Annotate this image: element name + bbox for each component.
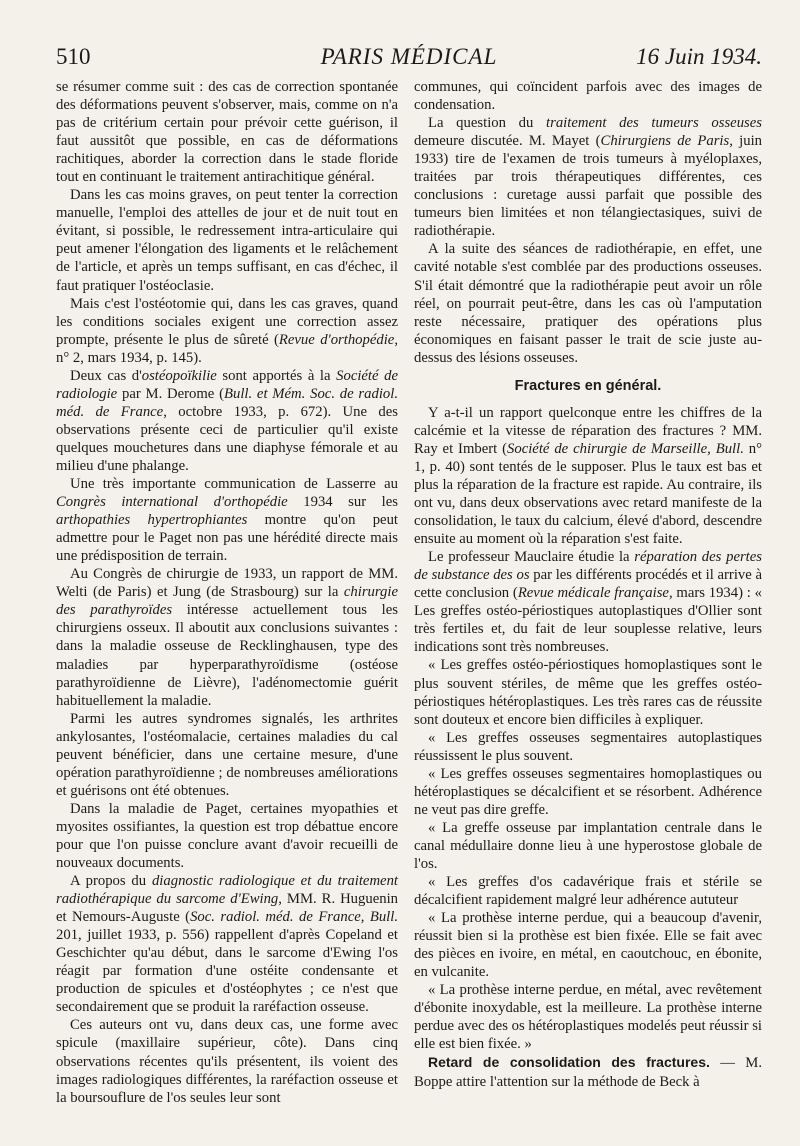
right-paragraph [414, 873, 762, 909]
italic-text: traitement des tumeurs osseuses [546, 115, 762, 132]
section-heading-fractures: Fractures en général. [514, 377, 662, 394]
text-run: montre qu'on peut admettre pour le Paget non pas une hérédité directe mais une prédisposition de terrain. [56, 512, 399, 565]
right-paragraph [414, 656, 762, 728]
italic-text: Société de radiologie [56, 367, 398, 402]
text-run: « La prothèse interne perdue, en métal, avec revêtement d'ébonite inoxydable, est la meilleure. La prothèse interne perdue avec des os hétéroplastiques modelés peut réussir si elle est bien fixée. » [414, 982, 762, 1053]
left-paragraph [56, 78, 398, 186]
page-header [56, 42, 762, 74]
text-run: « Les greffes ostéo-périostiques homoplastiques sont le plus souvent stériles, de même que les greffes ostéo-périostiques hétéroplastiques. Les très rares cas de réussite sont douteux et encore bien difficiles à expliquer. [414, 657, 762, 728]
left-paragraph [56, 800, 398, 872]
text-run: par les différents procédés et il arrive à cette conclusion ( [414, 567, 762, 602]
subsection-text: — M. Boppe attire l'attention sur la méthode de Beck à [414, 1055, 763, 1090]
text-run: Dans les cas moins graves, on peut tenter la correction manuelle, l'emploi des attelles de jour et de nuit tout en évitant, si possible, le redressement intra-articulaire qui peut amener l'élongation des ligaments et le relâchement de l'article, et après un temps suffisant, en cas d'échec, il faut pratiquer l'ostéoclasie. [56, 187, 398, 294]
text-run: n° 1, p. 40) sont tentés de le supposer. Plus le taux est bas et plus la réparation de la fracture est rapide. Au contraire, ils ont vu, dans deux observations avec retard manifeste de la consolidation, le taux du calcium, élevé d'abord, descendre ensuite au moment où la réparation s'est faite. [414, 440, 763, 548]
text-run: « La greffe osseuse par implantation centrale dans le canal médullaire donne lieu à une hyperostose globale de l'os. [414, 819, 762, 872]
text-run: , mars 1934) : « Les greffes ostéo-périostiques autoplastiques d'Ollier sont très fertiles et, du fait de leur souplesse relative, leurs indications sont très nombreuses. [414, 585, 762, 656]
text-run: Le professeur Mauclaire étudie la [428, 549, 635, 566]
left-column [56, 78, 398, 1107]
right-body [414, 404, 762, 1054]
right-paragraph [414, 240, 762, 366]
italic-text: arthopathies hypertrophiantes [56, 512, 248, 529]
text-run: Deux cas d' [70, 367, 142, 384]
text-run: « Les greffes d'os cadavérique frais et stérile se décalcifient rapidement malgré leur adhérence aututeur [414, 874, 762, 909]
italic-text: Chirurgiens de Paris [600, 133, 730, 150]
italic-text: Société de chirurgie de Marseille, Bull. [507, 440, 744, 457]
text-run: Mais c'est l'ostéotomie qui, dans les cas graves, quand les conditions sociales exigent une correction assez prompte, présente le plus de sûreté ( [56, 295, 398, 348]
italic-text: Soc. radiol. méd. de France, Bull. [190, 909, 398, 926]
italic-text: Congrès international d'orthopédie [56, 494, 288, 511]
text-run: Ces auteurs ont vu, dans deux cas, une forme avec spicule (maxillaire supérieur, côte). Dans cinq observations récentes qu'ils présentent, ils voient des images radiologiques différentes, la raréfaction osseuse et la boursouflure de l'os seules leur sont [56, 1017, 398, 1106]
subsection-title: Retard de consolidation des fractures. [428, 1054, 710, 1071]
right-paragraph [414, 404, 762, 548]
text-run: sont apportés à la [216, 367, 337, 384]
italic-text: Revue médicale française [517, 585, 669, 602]
text-run: intéresse actuellement tous les chirurgiens osseux. Il aboutit aux conclusions suivantes : dans la maladie osseuse de Recklinghausen, type des maladies par hyperparathyroïdisme (ostéose parathyroïdienne de Lièvre), l'adénomectomie guérit habituellement la maladie. [56, 602, 398, 709]
text-run: , juin 1933) tire de l'examen de trois tumeurs à myéloplaxes, traitées par trois thérapeutiques différentes, ces conclusions : curetage aussi parfait que possible des tumeurs bien limitées et non télangiectasiques, suivi de radiothérapie. [414, 133, 762, 240]
text-run: Y a-t-il un rapport quelconque entre les chiffres de la calcémie et la vitesse de réparation des fractures ? MM. Ray et Imbert ( [414, 404, 762, 457]
left-paragraph [56, 710, 398, 800]
text-run: 201, juillet 1933, p. 556) rappellent d'après Copeland et Geschichter qu'au début, dans le sarcome d'Ewing l'os réagit par formation d'une ostéite condensante et production de spicules et d'ostéophytes ; ce n'est que secondairement que se produit la raréfaction osseuse. [56, 927, 398, 1016]
italic-text: chirurgie des parathyroïdes [56, 584, 398, 619]
left-paragraph [56, 1016, 398, 1106]
journal-title: PARIS MÉDICAL [320, 44, 498, 69]
right-column [414, 78, 762, 1091]
italic-text: Revue d'orthopédie [278, 331, 395, 348]
page-number: 510 [56, 44, 91, 69]
text-run: A propos du [70, 873, 152, 890]
text-run: Une très importante communication de Lasserre au [70, 476, 398, 493]
text-run: , MM. R. Huguenin et Nemours-Auguste ( [56, 891, 398, 926]
left-paragraph [56, 295, 398, 367]
left-paragraph [56, 186, 398, 294]
left-paragraph [56, 367, 398, 475]
right-paragraph [414, 981, 762, 1053]
right-paragraph [414, 548, 762, 656]
text-run: « Les greffes osseuses segmentaires autoplastiques réussissent le plus souvent. [414, 729, 762, 764]
left-paragraph [56, 475, 398, 565]
right-paragraph [414, 765, 762, 819]
italic-text: ostéopoïkilie [141, 367, 217, 384]
right-paragraph [414, 114, 762, 240]
text-run: « Les greffes osseuses segmentaires homoplastiques ou hétéroplastiques se décalcifient et se résorbent. Adhérence ne veut pas dire greffe. [414, 765, 762, 818]
italic-text: diagnostic radiologique et du traitement radiothérapique du sarcome d'Ewing [56, 873, 398, 908]
text-run: communes, qui coïncident parfois avec des images de condensation. [414, 79, 762, 114]
text-run: Parmi les autres syndromes signalés, les arthrites ankylosantes, l'ostéomalacie, certaines maladies du cal peuvent bénéficier, dans une certaine mesure, d'une opération parathyroïdienne ; de nombreuses améliorations et guérisons ont été obtenues. [56, 710, 398, 799]
text-run: par M. Derome ( [117, 385, 224, 402]
text-run: « La prothèse interne perdue, qui a beaucoup d'avenir, réussit bien si la prothèse est bien fixée. Elle se fait avec des pièces en ivoire, en métal, en caoutchouc, en ébonite, en vulcanite. [414, 910, 762, 981]
text-run: demeure discutée. M. Mayet ( [414, 133, 601, 150]
left-paragraph [56, 872, 398, 1016]
right-paragraph [414, 909, 762, 981]
issue-date: 16 Juin 1934. [636, 44, 762, 69]
text-run: Dans la maladie de Paget, certaines myopathies et myosites ossifiantes, la question est trop débattue encore pour que l'on puisse conclure avant d'avoir recueilli de nouveaux documents. [56, 800, 398, 872]
text-run: A la suite des séances de radiothérapie, en effet, une cavité notable s'est comblée par des productions osseuses. S'il était démontré que la radiothérapie peut avoir un rôle réel, on pourrait peut-être, dans les cas où l'amputation reste nécessaire, pratiquer des opérations plus économiques en faisant passer le trait de scie juste au-dessus des lésions osseuses. [414, 241, 762, 366]
right-paragraph [414, 729, 762, 765]
text-run: Au Congrès de chirurgie de 1933, un rapport de MM. Welti (de Paris) et Jung (de Strasbourg) sur la [56, 566, 398, 601]
paragraph-retard-consolidation [414, 1053, 762, 1090]
italic-text: réparation des pertes de substance des os [414, 549, 762, 584]
italic-text: Bull. et Mém. Soc. de radiol. méd. de France [56, 385, 398, 420]
left-paragraph [56, 565, 398, 709]
text-run: se résumer comme suit : des cas de correction spontanée des déformations peuvent s'observer, mais, comme on n'a pas de critérium certain pour prévoir cette guérison, il faut aussitôt que possible, en cas de déformations rachitiques, aborder la correction dans le stade floride tout en continuant le traitement antirachitique général. [56, 79, 398, 186]
text-run: , n° 2, mars 1934, p. 145). [56, 331, 398, 366]
right-paragraph [414, 78, 762, 114]
text-run: La question du [428, 115, 547, 132]
right-intro [414, 78, 762, 367]
text-run: 1934 sur les [287, 494, 398, 511]
text-run: , octobre 1933, p. 672). Une des observations présente ceci de particulier qu'il existe quelques mouchetures dans une diaphyse fémorale et au milieu d'une phalange. [56, 403, 399, 474]
right-paragraph [414, 819, 762, 873]
